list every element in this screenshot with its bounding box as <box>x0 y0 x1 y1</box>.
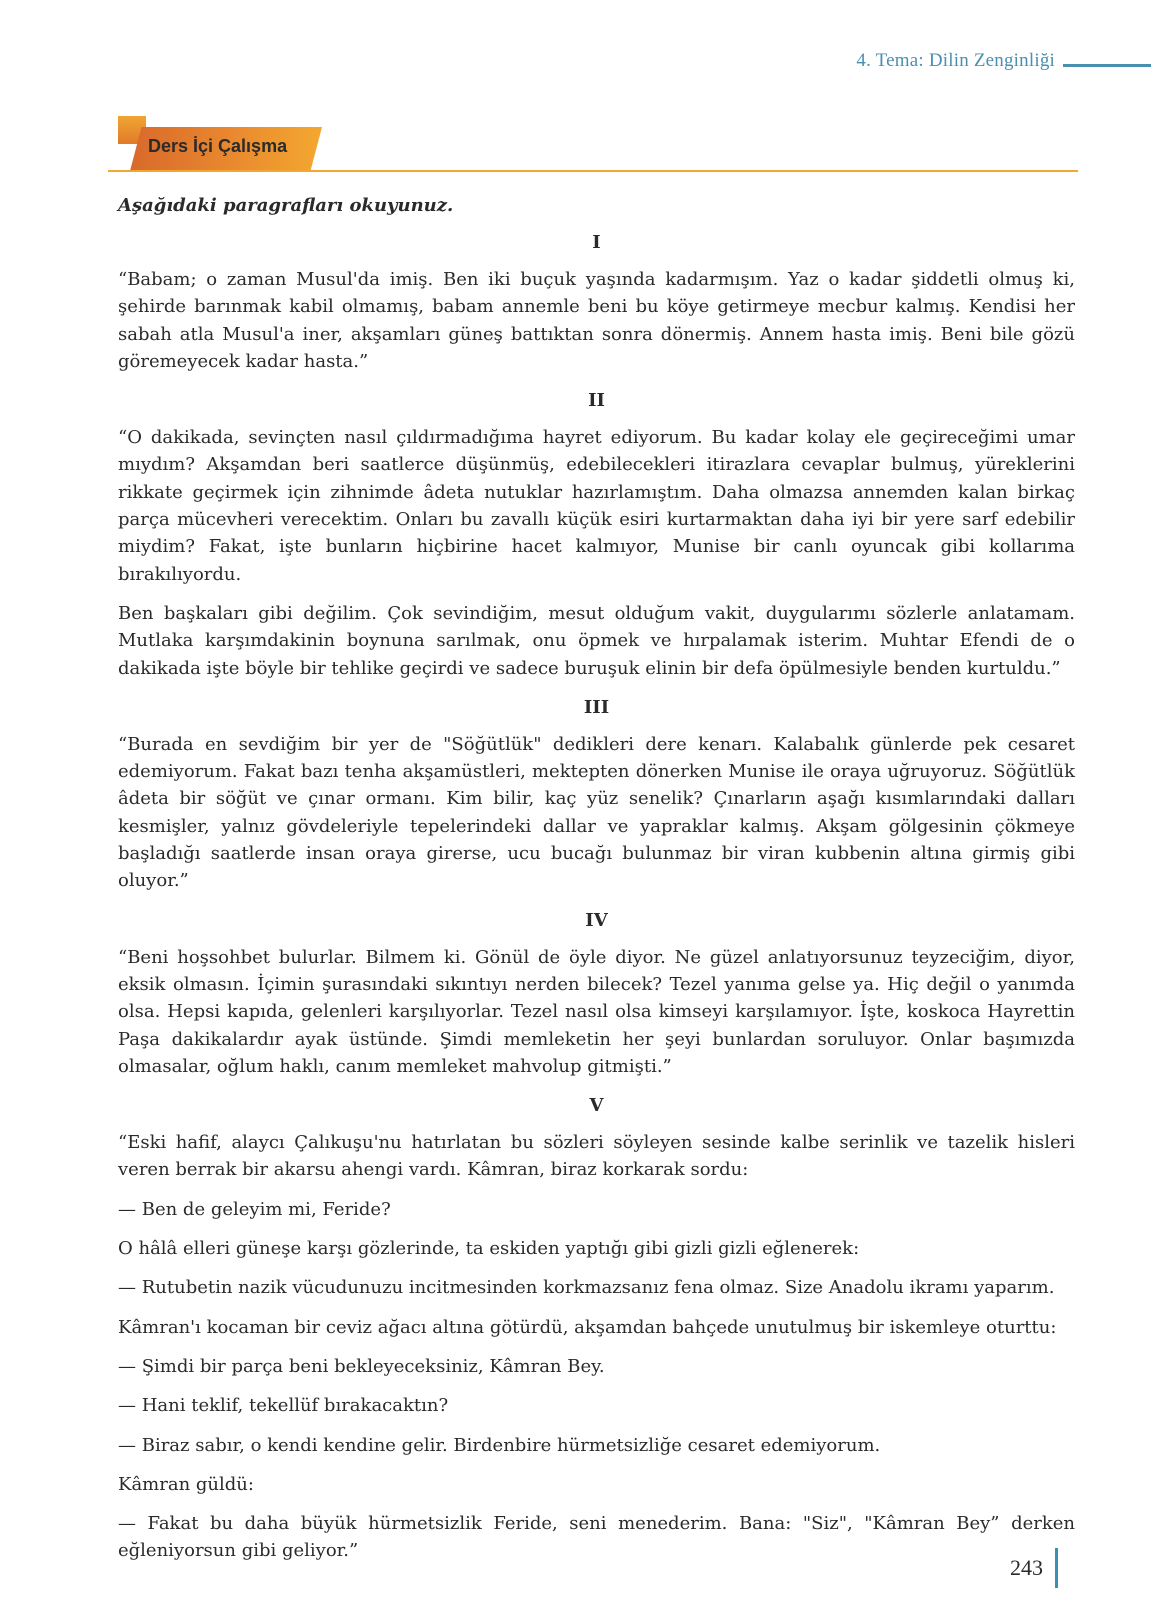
theme-header <box>856 46 1151 76</box>
section-number: II <box>588 390 605 412</box>
narration-line: Kâmran'ı kocaman bir ceviz ağacı altına götürdü, akşamdan bahçede unutulmuş bir iskemleye oturttu: <box>118 1316 1057 1338</box>
passage-section-4 <box>118 907 1075 1080</box>
section-number: IV <box>585 909 608 931</box>
dialogue-line: — Biraz sabır, o kendi kendine gelir. Birdenbire hürmetsizliğe cesaret edemiyorum. <box>118 1434 881 1456</box>
passage-paragraph: Ben başkaları gibi değilim. Çok sevindiğim, mesut olduğum vakit, duygularımı sözlerle anlatamam. Mutlaka karşımdakinin boynuna sarılmak, onu öpmek ve hırpalamak isterim. Muhtar Efendi de o dakikada işte böyle bir tehlike geçirdi ve sadece buruşuk elinin bir defa öpülmesiyle benden kurtuldu.” <box>118 602 1075 679</box>
narration-line: O hâlâ elleri güneşe karşı gözlerinde, ta eskiden yaptığı gibi gizli gizli eğlenerek: <box>118 1238 860 1260</box>
passage-paragraph: “Eski hafif, alaycı Çalıkuşu'nu hatırlatan bu sözleri söyleyen sesinde kalbe serinlik ve tazelik hisleri veren berrak bir akarsu ahengi vardı. Kâmran, biraz korkarak sordu: <box>118 1132 1075 1181</box>
section-number: V <box>589 1095 604 1117</box>
dialogue-line: — Rutubetin nazik vücudunuzu incitmesinden korkmazsanız fena olmaz. Size Anadolu ikramı yaparım. <box>118 1277 1055 1299</box>
dialogue-line: — Ben de geleyim mi, Feride? <box>118 1198 391 1220</box>
passage-section-3 <box>118 694 1075 895</box>
passage-section-5 <box>118 1092 1075 1565</box>
instruction-text: Aşağıdaki paragrafları okuyunuz. <box>118 195 454 216</box>
page-footer <box>1010 1540 1058 1596</box>
passage-section-2 <box>118 387 1075 682</box>
activity-label: Ders İçi Çalışma <box>148 136 288 156</box>
page-number-bar-divider <box>1055 1548 1058 1588</box>
section-number: I <box>592 232 601 253</box>
theme-title: 4. Tema: Dilin Zenginliği <box>856 50 1055 71</box>
activity-banner <box>108 116 1078 174</box>
passage-paragraph: “Babam; o zaman Musul'da imiş. Ben iki buçuk yaşında kadarmışım. Yaz o kadar şiddetli olmuş ki, şehirde barınmak kabil olmamış, babam annemle beni bu köye getirmeye mecbur kalmış. Kendisi her sabah atla Musul'a iner, akşamları güneş battıktan sonra dönermiş. Annem hasta imiş. Beni bile gözü göremeyecek kadar hasta.” <box>118 269 1075 372</box>
reading-content <box>118 192 1075 1577</box>
dialogue-line: — Hani teklif, tekellüf bırakacaktın? <box>118 1395 449 1417</box>
section-number: III <box>583 696 610 718</box>
passage-paragraph: “O dakikada, sevinçten nasıl çıldırmadığıma hayret ediyorum. Bu kadar kolay ele geçireceğimi umar mıydım? Akşamdan beri saatlerce düşünmüş, edebilecekleri itirazlara cevaplar bulmuş, yüreklerini rikkate geçirmek için zihnimde âdeta nutuklar hazırlamıştım. Daha olmazsa annemden kalan birkaç parça mücevheri verecektim. Onları bu zavallı küçük esiri kurtarmaktan daha iyi bir yere sarf edebilir miydim? Fakat, işte bunların hiçbirine hacet kalmıyor, Munise bir canlı oyuncak gibi kollarıma bırakılıyordu. <box>118 427 1075 585</box>
dialogue-line: — Fakat bu daha büyük hürmetsizlik Feride, seni menederim. Bana: "Siz", "Kâmran Bey” derken eğleniyorsun gibi geliyor.” <box>118 1513 1075 1562</box>
passage-paragraph: “Burada en sevdiğim bir yer de "Söğütlük" dedikleri dere kenarı. Kalabalık günlerde pek cesaret edemiyorum. Fakat bazı tenha akşamüstleri, mektepten dönerken Munise ile oraya uğruyoruz. Söğütlük âdeta bir söğüt ve çınar ormanı. Kim bilir, kaç yüz senelik? Çınarların aşağı kısımlarındaki dalları kesmişler, yalnız gövdeleriyle tepelerindeki dallar ve yapraklar kalmış. Akşam gölgesinin çökmeye başladığı saatlerde insan oraya girerse, ucu bucağı bulunmaz bir viran kubbenin altına girmiş gibi oluyor.” <box>118 733 1075 892</box>
theme-rule-divider <box>1063 64 1151 67</box>
narration-line: Kâmran güldü: <box>118 1473 254 1495</box>
dialogue-line: — Şimdi bir parça beni bekleyeceksiniz, Kâmran Bey. <box>118 1355 605 1377</box>
passage-section-1 <box>118 229 1075 375</box>
activity-rule-divider <box>108 170 1078 172</box>
page-number: 243 <box>1010 1555 1043 1580</box>
passage-paragraph: “Beni hoşsohbet bulurlar. Bilmem ki. Gönül de öyle diyor. Ne güzel anlatıyorsunuz teyzeciğim, diyor, eksik olmasın. İçimin şurasındaki sıkıntıyı nerden bilecek? Tezel yanıma gelse ya. Hiç değil o yanımda olsa. Hepsi kapıda, gelenleri karşılıyorlar. Tezel nasıl olsa kimseyi karşılamıyor. İşte, koskoca Hayrettin Paşa dakikalardır ayak üstünde. Şimdi memleketin her şeyi bunlardan soruluyor. Onlar başımızda olmasalar, oğlum haklı, canım memleket mahvolup gitmişti.” <box>118 946 1075 1077</box>
